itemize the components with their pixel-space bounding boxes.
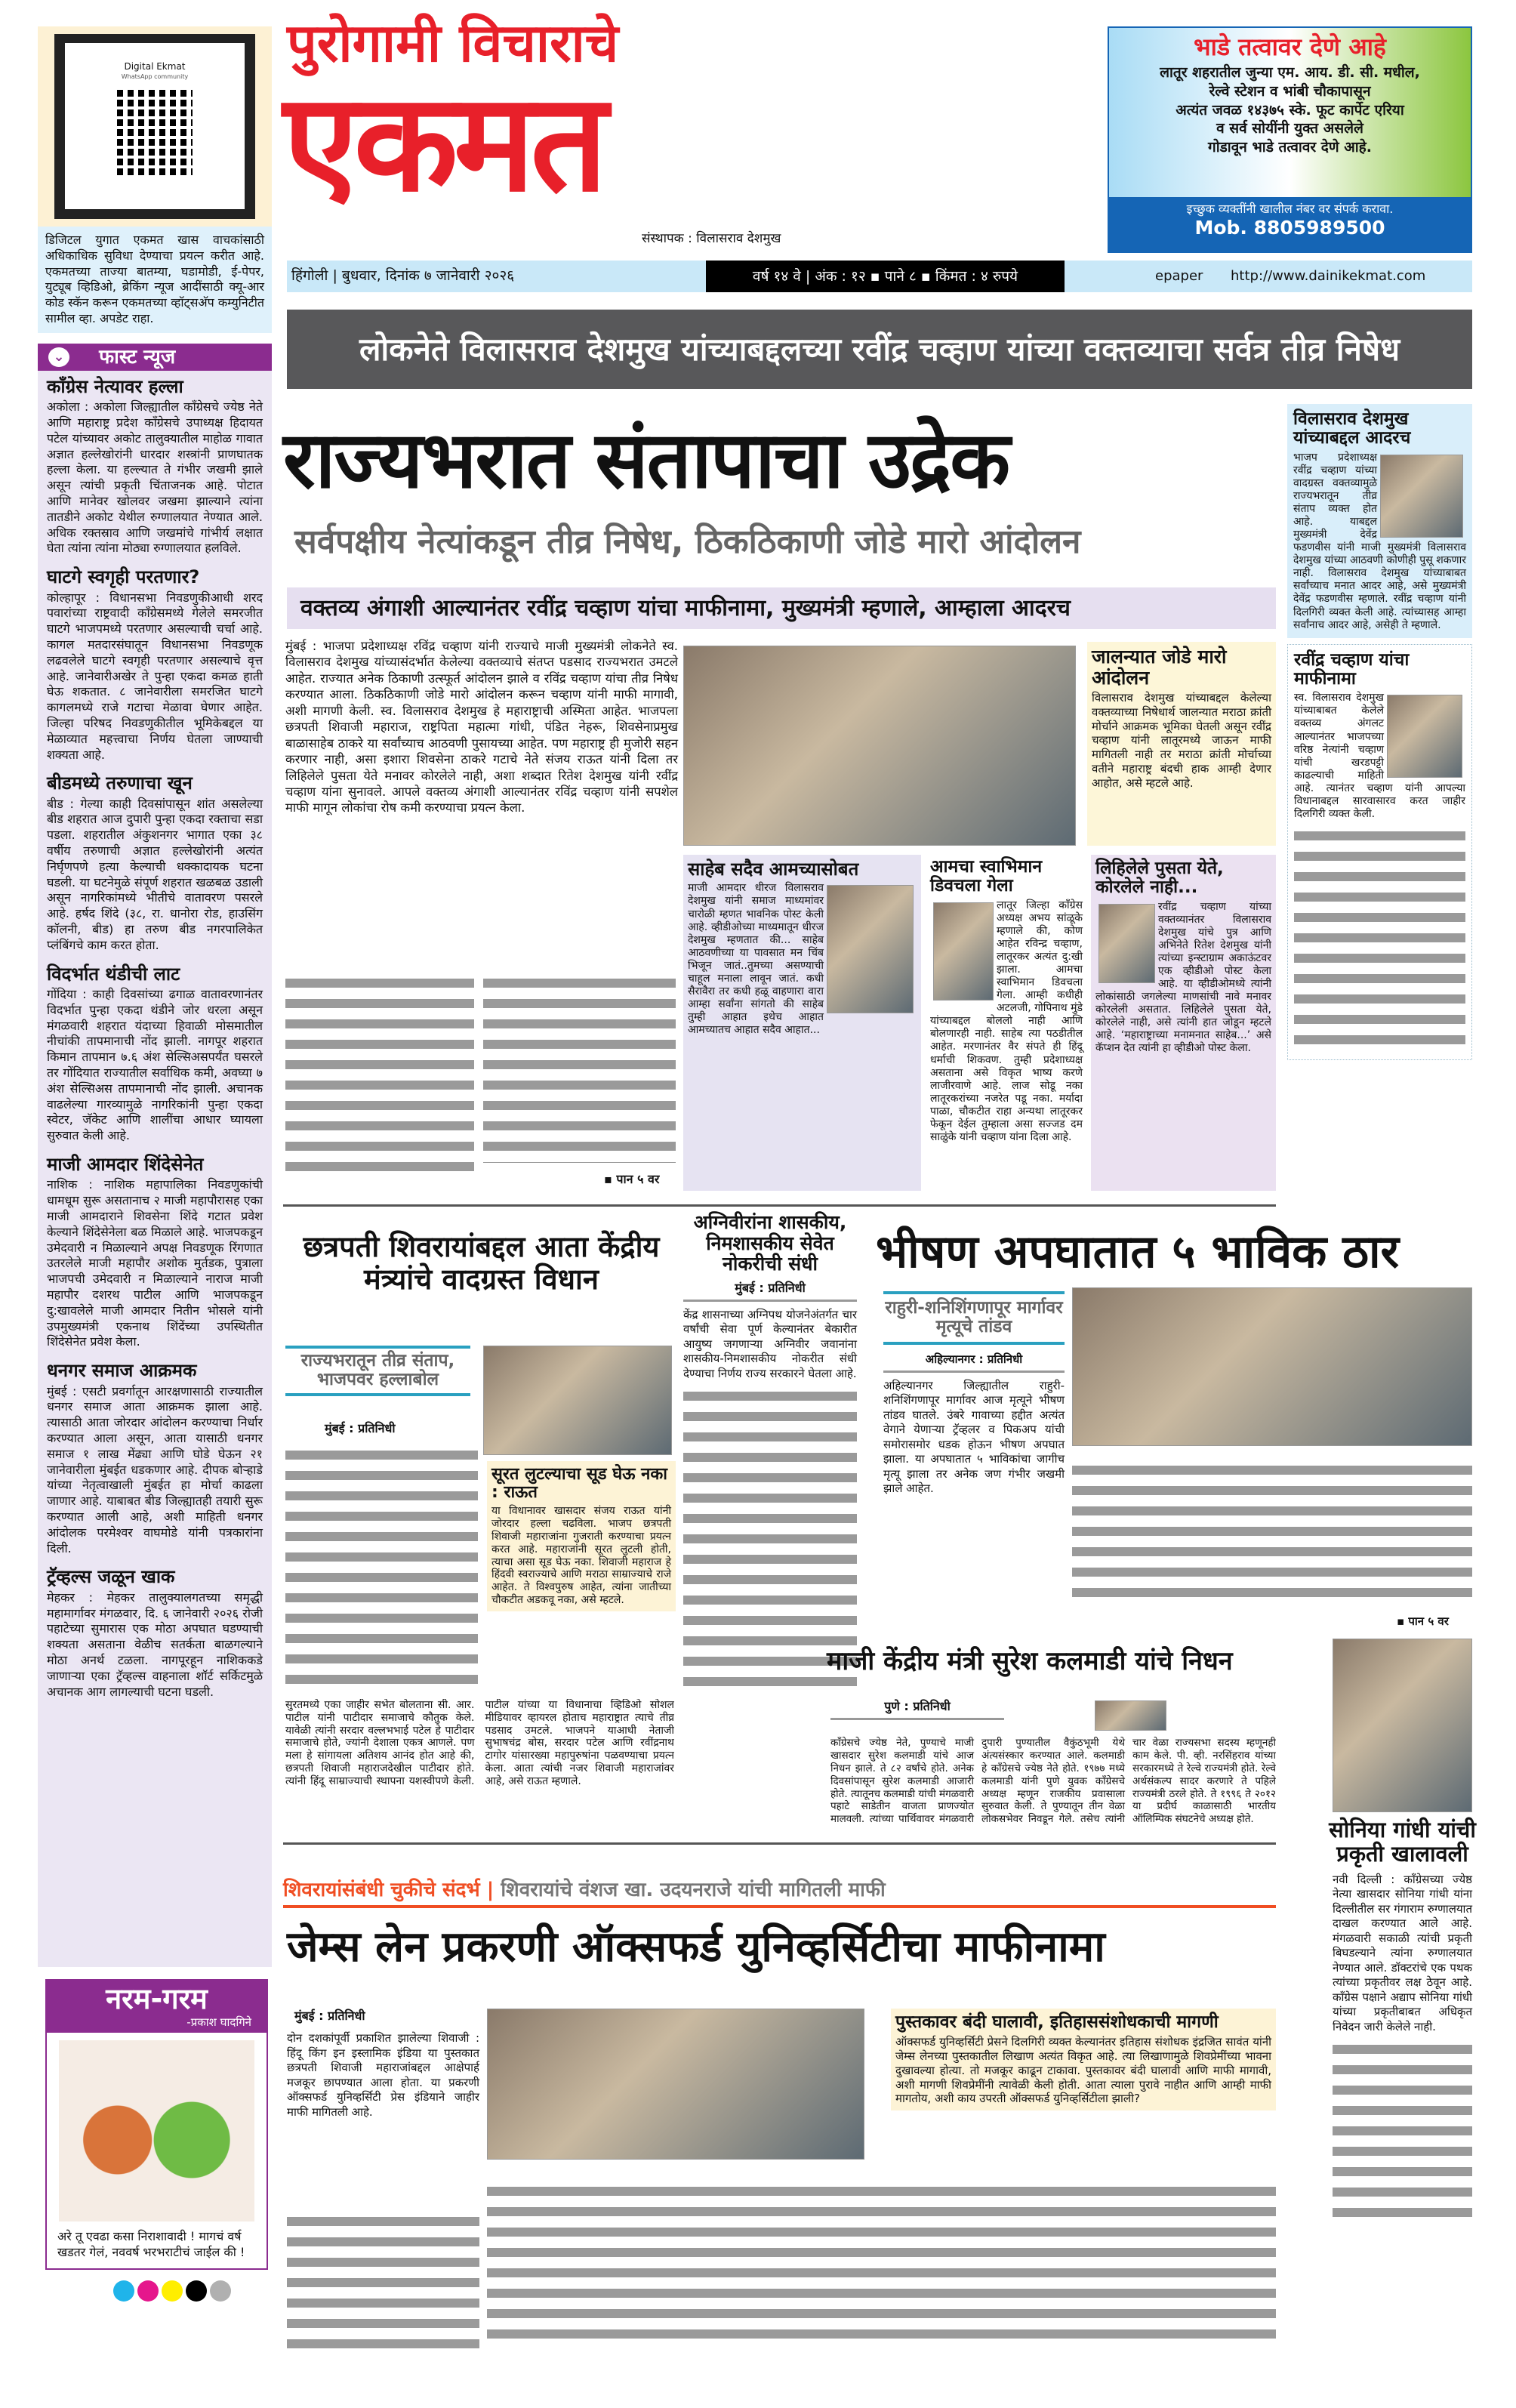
ad-contact: इच्छुक व्यक्तींनी खालील नंबर वर संपर्क करावा.	[1186, 202, 1394, 216]
right-box-title: विलासराव देशमुख यांच्याबद्दल आदरच	[1293, 409, 1411, 449]
news-text: बीड : गेल्या काही दिवसांपासून शांत असलेल्या बीड शहरात आज दुपारी पुन्हा एकदा रक्ताचा सडा पडला. शहरातील अंकुशनगर भागात एका ३८ वर्षीय तरुणाची अज्ञात हल्लेखोरांनी अत्यंत निर्घृणपणे हत्या केल्याची धक्कादायक घटना घडली. या घटनेमुळे संपूर्ण शहरात खळबळ उडाली असून नागरिकांमध्ये भीतीचे वातावरण पसरले आहे. हर्षद शिंदे (३८, रा. धानोरा रोड, हाउसिंग कॉलनी, बीड) हा तरुण बीड नगरपालिकेत प्लंबिंगचे काम करत होता.	[47, 796, 263, 952]
dateline-bar	[287, 261, 1472, 292]
sideline-box	[1091, 855, 1276, 1191]
kalmadi-photo	[1095, 1700, 1166, 1731]
agniveer-dateline: मुंबई : प्रतिनिधी	[683, 1281, 857, 1302]
ravindra-chavan-photo	[1387, 695, 1462, 778]
lead-text-continued	[285, 974, 474, 1182]
news-text: मुंबई : एसटी प्रवर्गातून आरक्षणासाठी राज्यातील धनगर समाज आता आक्रमक झाला आहे. त्यासाठी आता जोरदार आंदोलन करण्याचा निर्धार करण्यात आला असून, आता यासाठी धनगर समाज १ लाख मेंढ्या आणि घोडे घेऊन २१ जानेवारीला मुंबईत धडकणार आहे. दीपक बोऱ्हाडे यांच्या नेतृत्वाखाली मुंबईत हा मोर्चा काढला जाणार आहे. याबाबत बीड जिल्ह्यातही तयारी सुरू करण्यात आली आहे, अशी माहिती धनगर आंदोलक परमेश्वर वाघमोडे यांनी पत्रकारांना दिली.	[47, 1383, 263, 1555]
box-title: साहेब सदैव आमच्यासोबत	[688, 859, 859, 880]
cr-patil-photo	[483, 1346, 672, 1455]
ad-line: अत्यंत जवळ १४३७५ स्के. फूट कार्पेट एरिया	[1176, 101, 1404, 119]
news-item	[47, 773, 263, 953]
lead-continued: ▪ पान ५ वर	[604, 1172, 660, 1186]
masthead-tagline: पुरोगामी विचाराचे	[287, 12, 619, 74]
kicker-red: शिवरायांसंबंधी चुकीचे संदर्भ	[283, 1879, 480, 1901]
news-title: बीडमध्ये तरुणाचा खून	[47, 772, 193, 794]
epaper-url[interactable]: http://www.dainikekmat.com	[1231, 268, 1426, 284]
masthead-logo: एकमत	[283, 64, 604, 222]
jalna-title: जालन्यात जोडे मारो आंदोलन	[1092, 646, 1227, 689]
registration-dot	[137, 2280, 159, 2302]
accident-headline: भीषण अपघातात ५ भाविक ठार	[876, 1226, 1400, 1278]
news-item	[47, 1567, 263, 1700]
issue-info: वर्ष १४ वे | अंक : १२ ▪ पाने ८ ▪ किंमत : ४ रुपये	[706, 261, 1065, 292]
james-lane-box	[891, 2009, 1276, 2110]
right-box	[1287, 404, 1472, 638]
text-column	[487, 2182, 1276, 2348]
sonia-story	[1329, 1818, 1476, 2221]
kalmadi-headline: माजी केंद्रीय मंत्री सुरेश कलमाडी यांचे निधन	[827, 1646, 1233, 1676]
lead-text: मुंबई : भाजपा प्रदेशाध्यक्ष रविंद्र चव्हाण यांनी राज्याचे माजी मुख्यमंत्री लोकनेते स्व. विलासराव देशमुख यांच्यासंदर्भात केलेल्या वक्तव्याचे संतप्त पडसाद राज्यभरात उमटले आहेत. राज्यात अनेक ठिकाणी उत्स्फूर्त आंदोलन झाले व रविंद्र चव्हाण यांचा तीव्र निषेध करण्यात आला. ठिकठिकाणी जोडे मारो आंदोलन करून चव्हाण यांनी माफी मागावी, अशी मागणी केली. स्व. विलासराव देशमुख हे महाराष्ट्राची अस्मिता आहेत. भाजपला छत्रपती शिवाजी महाराज, राष्ट्रपिता महात्मा गांधी, पंडित नेहरू, शिवसेनाप्रमुख बाळासाहेब ठाकरे या सर्वांच्याच आठवणी पुसायच्या आहेत. पण महाराष्ट्र ही मुजोरी सहन करणार नाही, असा इशारा शिवसेना ठाकरे गटाचे नेते संजय राऊत यांनी दिला तर लिहिलेले पुसता येते मनावर कोरलेले नाही, अशा शब्दात रितेश देशमुख यांनी रवींद्र चव्हाण यांना सुनावले. आपले वक्तव्य अंगाशी आल्यानंतर रविंद्र चव्हाण यांनी सपशेल माफी मागून लोकांचा रोष कमी करण्याचा प्रयत्न केला.	[285, 639, 678, 816]
protest-photo	[683, 646, 1076, 846]
sonia-text: नवी दिल्ली : काँग्रेसच्या ज्येष्ठ नेत्या खासदार सोनिया गांधी यांना दिल्लीतील सर गंगाराम रुग्णालयात दाखल करण्यात आले आहे. मंगळवारी सकाळी त्यांची प्रकृती बिघडल्याने त्यांना रुग्णालयात नेण्यात आले. डॉक्टरांचे एक पथक त्यांच्या प्रकृतीवर लक्ष ठेवून आहे. काँग्रेस पक्षाने अद्याप सोनिया गांधी यांच्या प्रकृतीबाबत अधिकृत निवेदन जारी केलेले नाही.	[1333, 1872, 1472, 2033]
qr-code-icon[interactable]	[117, 90, 193, 177]
box-text: रवींद्र चव्हाण यांच्या वक्तव्यानंतर विलासराव देशमुख यांचे पुत्र आणि अभिनेते रितेश देशमुख यांनी त्यांच्या इन्स्टाग्राम अकाऊंटवर एक व्हीडीओ पोस्ट केला आहे. या व्हीडीओमध्ये त्यांनी लोकांसाठी जगलेल्या माणसांची नावे मनावर कोरलेली असतात. लिहिलेले पुसता येते, कोरलेले नाही, असे त्यांनी हात जोडून म्हटले आहे. ‘महाराष्ट्राच्या मनामनात साहेब...’ असे कॅप्शन देत त्यांनी हा व्हीडीओ पोस्ट केला.	[1095, 900, 1271, 1055]
accident-text: अहिल्यानगर जिल्ह्यातील राहुरी-शनिशिंगणापूर मार्गावर आज मृत्यूने भीषण तांडव घातले. उंबरे गावाच्या हद्दीत अत्यंत वेगाने येणाऱ्या ट्रॅव्हलर व पिकअप यांची समोरासमोर धडक होऊन भीषण अपघात झाला. या अपघातात ५ भाविकांचा जागीच मृत्यू झाला तर अनेक जण गंभीर जखमी झाले आहेत.	[883, 1378, 1065, 1496]
kicker-gray: शिवरायांचे वंशज खा. उदयनराजे यांची मागितली माफी	[501, 1879, 886, 1901]
news-title: माजी आमदार शिंदेसेनेत	[47, 1154, 204, 1176]
right-box	[1287, 644, 1472, 1060]
cartoon-author: -प्रकाश घादगिने	[186, 2015, 251, 2029]
qr-panel	[38, 26, 272, 227]
qr-label: Digital Ekmat	[124, 61, 186, 72]
box-title: आमचा स्वाभिमान डिवचला गेला	[930, 857, 1043, 896]
registration-dot	[113, 2280, 134, 2302]
james-lane-headline: जेम्स लेन प्रकरणी ऑक्सफर्ड युनिव्हर्सिटीचा माफीनामा	[287, 1922, 1105, 1972]
james-lane-text: दोन दशकांपूर्वी प्रकाशित झालेल्या शिवाजी : हिंदू किंग इन इस्लामिक इंडिया या पुस्तकात छत्रपती शिवाजी महाराजांबद्दल आक्षेपार्ह मजकूर छापण्यात आला होता. या प्रकरणी ऑक्सफर्ड युनिव्हर्सिटी प्रेस इंडियाने जाहीर माफी मागितली आहे.	[287, 2031, 479, 2119]
news-title: घाटगे स्वगृही परतणार?	[47, 566, 200, 588]
agniveer-text: केंद्र शासनाच्या अग्निपथ योजनेअंतर्गत चार वर्षांची सेवा पूर्ण केल्यानंतर बेकारीत आयुष्य जगणाऱ्या अग्निवीर जवानांना शासकीय-निमशासकीय नोकरीत संधी देण्याचा निर्णय राज्य सरकारने घेतला आहे.	[683, 1307, 857, 1380]
fast-news-column	[38, 344, 272, 1967]
news-text: गोंदिया : काही दिवसांच्या ढगाळ वातावरणानंतर विदर्भात पुन्हा एकदा थंडीने जोर धरला असून मंगळवारी शहरात यंदाच्या हिवाळी मोसमातील नीचांकी तापमानाची नोंद झाली. नागपूर शहरात किमान तापमान ७.६ अंश सेल्सिअसपर्यंत घसरले तर गोंदियात राज्यातील सर्वाधिक कमी, अवघ्या ७ अंश सेल्सिअस तापमानाची नोंद झाली. अचानक वाढलेल्या गारव्यामुळे नागरिकांनी पुन्हा एकदा स्वेटर, जॅकेट आणि शालींचा आधार घ्यायला सुरुवात केली आहे.	[47, 987, 263, 1143]
qr-sublabel: WhatsApp community	[121, 72, 189, 80]
jalna-text: विलासराव देशमुख यांच्याबद्दल केलेल्या वक्तव्याच्या निषेधार्थ जालन्यात मराठा क्रांती मोर्चाने आक्रमक भूमिका घेतली असून रवींद्र चव्हाण यांनी लातूरमध्ये जाऊन माफी मागितली नाही तर मराठा क्रांती मोर्चाच्या वतीने महाराष्ट्र बंदची हाक आम्ही देणार आहोत, असे म्हटले आहे.	[1092, 691, 1271, 790]
accident-story	[883, 1291, 1065, 1497]
founder-line: संस्थापक : विलासराव देशमुख	[642, 231, 781, 246]
accident-subhead: राहुरी-शनिशिंगणापूर मार्गावर मृत्यूचे तांडव	[883, 1291, 1065, 1345]
accident-dateline: अहिल्यानगर : प्रतिनिधी	[883, 1352, 1065, 1373]
news-text: नाशिक : नाशिक महापालिका निवडणुकांची धामधूम सुरू असतानाच २ माजी महापौरासह एका माजी आमदाराने शिवसेना शिंदे गटात प्रवेश केल्याने शिंदेसेनेला बळ मिळाले आहे. भाजपकडून उमेदवारी न मिळाल्याने अपक्ष निवडणूक रिंगणात उतरलेले माजी महापौर अशोक मुर्तडक, पुत्राला भाजपची उमेदवारी न मिळाल्याने नाराज माजी महापौर दशरथ पाटील आणि भाजपकडून दु:खावलेले माजी आमदार नितीन भोसले यांनी उपमुख्यमंत्री एकनाथ शिंदेंच्या उपस्थितीत शिंदेसेनेत प्रवेश केला.	[47, 1177, 263, 1349]
sonia-headline: सोनिया गांधी यांची प्रकृती खालावली	[1329, 1817, 1476, 1867]
news-title: धनगर समाज आक्रमक	[47, 1360, 197, 1382]
sonia-gandhi-photo	[1333, 1639, 1472, 1812]
lead-strap: वक्तव्य अंगाशी आल्यानंतर रवींद्र चव्हाण यांचा माफीनामा, मुख्यमंत्री म्हणाले, आम्हाला आदरच	[287, 587, 1276, 629]
fast-news-title: फास्ट न्यूज	[99, 345, 176, 368]
registration-dot	[186, 2280, 207, 2302]
abhay-salunke-photo	[933, 902, 994, 1001]
news-text: अकोला : अकोला जिल्ह्यातील काँग्रेसचे ज्येष्ठ नेते आणि महाराष्ट्र प्रदेश काँग्रेसचे उपाध्यक्ष हिदायत पटेल यांच्यावर अकोट तालुक्यातील माहोळ गावात अज्ञात हल्लेखोरांनी धारदार शस्त्रांनी प्राणघातक हल्ला केला. या हल्ल्यात ते गंभीर जखमी झाले असून त्यांची प्रकृती चिंताजनक आहे. पोटात आणि मानेवर खोलवर जखमा झाल्याने त्यांना तातडीने अकोट येथील रुग्णालयात नेण्यात आले. अधिक रक्तस्राव आणि जखमांचे गांभीर्य लक्षात घेता त्यांना त्यांना मोठ्या रुग्णालयात हलविले.	[47, 399, 263, 556]
news-text: मेहकर : मेहकर तालुक्यालगतच्या समृद्धी महामार्गावर मंगळवार, दि. ६ जानेवारी २०२६ रोजी पहाटेच्या सुमारास एक मोठा अपघात घडण्याची शक्यता असताना वेळीच सतर्कता बाळगल्याने मोठा अनर्थ टळला. नागपूरहून नाशिककडे जाणाऱ्या एका ट्रॅव्हल्स वाहनाला शॉर्ट सर्किटमुळे अचानक आग लागल्याची घटना घडली.	[47, 1589, 263, 1699]
ad-mobile: Mob. 8805989500	[1194, 216, 1385, 239]
news-title: ट्रॅव्हल्स जळून खाक	[47, 1566, 175, 1588]
cartoon-illustration	[59, 2040, 254, 2221]
agniveer-story	[683, 1212, 857, 1689]
sideline-box	[927, 855, 1086, 1191]
right-column	[1287, 404, 1472, 1060]
registration-dot	[210, 2280, 231, 2302]
accident-photo	[1072, 1287, 1472, 1446]
cartoon-panel	[45, 1979, 268, 2270]
cartoon-title: नरम-गरम	[106, 1981, 208, 2015]
epaper-label: epaper	[1155, 268, 1203, 284]
divider	[283, 1842, 1276, 1845]
registration-dot	[162, 2280, 183, 2302]
news-item	[47, 964, 263, 1144]
news-item	[47, 1361, 263, 1556]
jalna-box	[1087, 642, 1276, 846]
box-text: लातूर जिल्हा काँग्रेस अध्यक्ष अभय सांळूके म्हणाले की, कोण आहेत रविन्द्र चव्हाण, लातूरकर अत्यंत दु:खी झाला. आमचा स्वाभिमान डिवचला गेला. आम्ही कधीही अटलजी, गोपिनाथ मुंडे यांच्याबद्दल बोललो नाही आणि बोलणारही नाही. साहेब त्या पठडीतील आहेत. मरणानंतर वैर संपते ही हिंदू धर्माची शिकवण. तुम्ही प्रदेशाध्यक्ष असताना असे विकृत भाष्य करणे लाजीरवाणे आहे. लाज सोडू नका लातूरकरांच्या नजरेत पडू नका. मर्यादा पाळा, चौकटीत राहा अन्यथा लातूरकर फेकून देईल तुम्हाला असा सज्जड दम साळुंके यांनी चव्हाण यांना दिला आहे.	[930, 899, 1083, 1143]
accident-continued: ▪ पान ५ वर	[1397, 1614, 1449, 1628]
raut-title: सूरत लुटल्याचा सूड घेऊ नका : राऊत	[491, 1465, 667, 1503]
james-lane-kicker	[283, 1879, 1276, 1908]
dhiraj-deshmukh-photo	[827, 885, 914, 1013]
registration-marks	[113, 2280, 272, 2302]
ad-title: भाडे तत्वावर देणे आहे	[1194, 32, 1386, 61]
fast-news-header	[38, 344, 272, 371]
left-column	[38, 26, 272, 2302]
news-text: कोल्हापूर : विधानसभा निवडणुकीआधी शरद पवारांच्या राष्ट्रवादी काँग्रेसमध्ये गेलेले समरजीत घाटगे भाजपमध्ये परतणार असल्याची चर्चा आहे. कागल मतदारसंघातून विधानसभा निवडणूक लढवलेले घाटगे स्वगृही परतणार असल्याचे वृत्त आहे. जानेवारीअखेर ते पुन्हा एकदा कमळ हाती घेऊ शकतात. ८ जानेवारीला समरजित घाटगे कागलमध्ये राजे गटाचा मेळावा घेणार आहेत. जिल्हा परिषद निवडणुकीतील भूमिकेबद्दल या मेळाव्यात महत्त्वाचा निर्णय घेतला जाण्याची शक्यता आहे.	[47, 590, 263, 762]
right-box-text: स्व. विलासराव देशमुख यांच्याबाबत केलेले वक्तव्य अंगलट आल्यानंतर भाजपच्या वरिष्ठ नेत्यांनी चव्हाण यांची खरडपट्टी काढल्याची माहिती आहे. त्यानंतर चव्हाण यांनी आपल्या विधानाबद्दल सारवासारव करत जाहीर दिलगिरी व्यक्त केली.	[1294, 692, 1465, 820]
kicker-separator: |	[486, 1879, 501, 1901]
cartoon-caption: अरे तू एवढा कसा निराशावादी ! मागचं वर्ष खडतर गेलं, नववर्ष भरभराटीचं जाईल की !	[57, 2229, 245, 2259]
text-column	[285, 1446, 478, 1688]
lead-text-continued	[483, 974, 676, 1163]
ad-line: व सर्व सोयींनी युक्त असलेले	[1216, 120, 1363, 137]
text-column	[287, 2212, 479, 2348]
james-lane-oxford-photo	[487, 2009, 864, 2160]
shivaji-text: सुरतमध्ये एका जाहीर सभेत बोलताना सी. आर. पाटील यांनी पाटीदार समाजाचे कौतुक केले. यावेळी त्यांनी सरदार वल्लभभाई पटेल हे पाटीदार समाजाचे होते, ज्यांनी देशाला एकत्र आणले. पण मला हे सांगायला अतिशय आनंद होत आहे की, छत्रपती शिवाजी महाराजदेखील पाटीदार होते. त्यांनी हिंदू साम्राज्याची स्थापना यशस्वीपणे केली. पाटील यांच्या या विधानाचा व्हिडिओ सोशल मीडियावर व्हायरल होताच महाराष्ट्रात त्याचे तीव्र पडसाद उमटले. भाजपने याआधी नेताजी सुभाषचंद्र बोस, सरदार पटेल आणि रवींद्रनाथ टागोर यांसारख्या महापुरुषांना पळवण्याचा प्रयत्न केला. आता त्यांची नजर शिवाजी महाराजांवर आहे, असे राऊत म्हणाले.	[285, 1699, 674, 1787]
text-column	[1072, 1461, 1472, 1608]
rent-ad	[1108, 26, 1472, 253]
news-title: काँग्रेस नेत्यावर हल्ला	[47, 375, 183, 397]
lead-subheadline: सर्वपक्षीय नेत्यांकडून तीव्र निषेध, ठिकठिकाणी जोडे मारो आंदोलन	[294, 523, 1081, 561]
shivaji-headline: छत्रपती शिवरायांबद्दल आता केंद्रीय मंत्र्यांचे वादग्रस्त विधान	[303, 1230, 660, 1296]
sideline-box	[683, 855, 921, 1191]
chevron-down-icon: ⌄	[48, 347, 69, 367]
news-item	[47, 567, 263, 763]
text-column	[1294, 827, 1465, 1053]
text-column	[1333, 2040, 1472, 2221]
news-item	[47, 1155, 263, 1350]
ad-line: गोडावून भाडे तत्वावर देणे आहे.	[1208, 138, 1372, 156]
agniveer-headline: अग्निवीरांना शासकीय, निमशासकीय सेवेत नोकरीची संधी	[693, 1211, 847, 1275]
raut-box	[487, 1461, 676, 1611]
box-title: लिहिलेले पुसता येते, कोरलेले नाही...	[1095, 859, 1224, 898]
shivaji-subhead: राज्यभरातून तीव्र संताप, भाजपवर हल्लाबोल	[285, 1346, 470, 1396]
riteish-deshmukh-photo	[1098, 904, 1155, 983]
james-lane-dateline: मुंबई : प्रतिनिधी	[294, 2009, 365, 2023]
kalmadi-text: काँग्रेसचे ज्येष्ठ नेते, पुण्याचे माजी खासदार सुरेश कलमाडी यांचे आज निधन झाले. ते ८२ वर्षांचे होते. अनेक दिवसांपासून सुरेश कलमाडी आजारी होते. त्यातूनच कलमाडी यांची मंगळवारी पहाटे साडेतीन वाजता प्राणज्योत मालवली. त्यांच्या पार्थिवावर मंगळवारी दुपारी पुण्यातील वैकुंठभूमी येथे अंत्यसंस्कार करण्यात आले. कलमाडी हे काँग्रेसचे ज्येष्ठ नेते होते. १९७७ मध्ये कलमाडी यांनी पुणे युवक काँग्रेसचे अध्यक्ष म्हणून राजकीय प्रवासाला सुरुवात केली. ते पुण्यातून तीन वेळा लोकसभेवर निवडून गेले. तसेच त्यांनी चार वेळा राज्यसभा सदस्य म्हणूनही काम केले. पी. व्ही. नरसिंहराव यांच्या सरकारमध्ये ते रेल्वे राज्यमंत्री होते. रेल्वे अर्थसंकल्प सादर करणारे ते पहिले राज्यमंत्री ठरले होते. ते १९९६ ते २०१२ या प्रदीर्घ काळासाठी भारतीय ऑलिम्पिक संघटनेचे अध्यक्ष होते.	[830, 1737, 1276, 1826]
news-item	[47, 377, 263, 557]
place-date: हिंगोली | बुधवार, दिनांक ७ जानेवारी २०२६	[291, 267, 515, 284]
qr-description: डिजिटल युगात एकमत खास वाचकांसाठी अधिकाधिक सुविधा देण्याचा प्रयत्न करीत आहे. एकमतच्या ताज्या बातम्या, घडामोडी, ई-पेपर, युट्यूब व्हिडिओ, ब्रेकिंग न्यूज आदींसाठी क्यू-आर कोड स्कॅन करून एकमतच्या व्हॉट्सअ‍ॅप कम्युनिटीत सामील व्हा. अपडेट राहा.	[38, 227, 272, 333]
box-text: ऑक्सफर्ड युनिव्हर्सिटी प्रेसने दिलगिरी व्यक्त केल्यानंतर इतिहास संशोधक इंद्रजित सावंत यांनी जेम्स लेनच्या पुस्तकातील लिखाण अत्यंत विकृत आहे. त्या लिखाणामुळे शिवप्रेमींच्या भावना दुखावल्या होत्या. तो मजकूर काढून टाकावा. पुस्तकावर बंदी घालावी आणि माफी मागावी, अशी मागणी शिवप्रेमींनी त्यावेळी केली होती. आता त्याला पुरावे नाहीत आणि आम्ही माफी मागतोय, अशी काय उपरती ऑक्सफर्ड युनिव्हर्सिटीला झाली?	[895, 2035, 1271, 2106]
kalmadi-dateline: पुणे : प्रतिनिधी	[830, 1699, 1004, 1720]
lead-headline: राज्यभरात संतापाचा उद्रेक	[283, 414, 1009, 506]
right-box-title: रवींद्र चव्हाण यांचा माफीनामा	[1294, 649, 1410, 689]
box-title: पुस्तकावर बंदी घालावी, इतिहाससंशोधकाची मागणी	[895, 2012, 1219, 2032]
ad-contact-block	[1109, 197, 1471, 251]
news-title: विदर्भात थंडीची लाट	[47, 963, 180, 985]
divider	[283, 1204, 1276, 1207]
fadnavis-photo	[1380, 455, 1463, 538]
shivaji-dateline: मुंबई : प्रतिनिधी	[325, 1421, 396, 1435]
top-banner: लोकनेते विलासराव देशमुख यांच्याबद्दलच्या रवींद्र चव्हाण यांच्या वक्तव्याचा सर्वत्र तीव्र निषेध	[287, 310, 1472, 389]
raut-text: या विधानावर खासदार संजय राऊत यांनी जोरदार हल्ला चढविला. भाजप छत्रपती शिवाजी महाराजांना गुजराती करण्याचा प्रयत्न करत आहे. महाराजांनी सूरत लुटली होती, त्याचा असा सूड घेऊ नका. शिवाजी महाराज हे हिंदवी स्वराज्याचे आणि मराठा साम्राज्याचे राजे आहेत. ते विश्वपुरुष आहेत, त्यांना जातीच्या चौकटीत अडकवू नका, असे म्हटले.	[491, 1505, 671, 1606]
text-column	[683, 1387, 857, 1689]
right-box-text: भाजप प्रदेशाध्यक्ष रवींद्र चव्हाण यांच्या वादग्रस्त वक्तव्यामुळे राज्यभरातून तीव्र संताप व्यक्त होत आहे. याबद्दल मुख्यमंत्री देवेंद्र फडणवीस यांनी माजी मुख्यमंत्री विलासराव देशमुख यांच्या आठवणी कोणीही पुसू शकणार नाही. विलासराव देशमुख यांच्याबाबत सर्वांच्याच मनात आदर आहे, असे मुख्यमंत्री देवेंद्र फडणवीस म्हणाले. रवींद्र चव्हाण यांनी दिलगिरी व्यक्त केली आहे. त्यांच्यासह आम्हा सर्वांनाच आदर आहे, असेही ते म्हणाले.	[1293, 451, 1466, 631]
ad-line: लातूर शहरातील जुन्या एम. आय. डी. सी. मधील,	[1160, 64, 1420, 82]
box-text: माजी आमदार धीरज विलासराव देशमुख यांनी समाज माध्यमांवर चारोळी म्हणत भावनिक पोस्ट केली आहे. व्हीडीओच्या माध्यमातून धीरज देशमुख म्हणतात की... साहेब आठवणीच्या या पावसात मन चिंब भिजून जातं..तुमच्या असण्याची चाहूल मनाला लावून जातं. कधी सैरावैरा तर कधी हळू वाहणारा वारा आम्हा सर्वांना सांगतो की साहेब तुम्ही आहात इथेच आहात आमच्यातच आहात सदैव आहात...	[688, 882, 824, 1037]
ad-line: रेल्वे स्टेशन व भांबी चौकापासून	[1209, 82, 1371, 100]
